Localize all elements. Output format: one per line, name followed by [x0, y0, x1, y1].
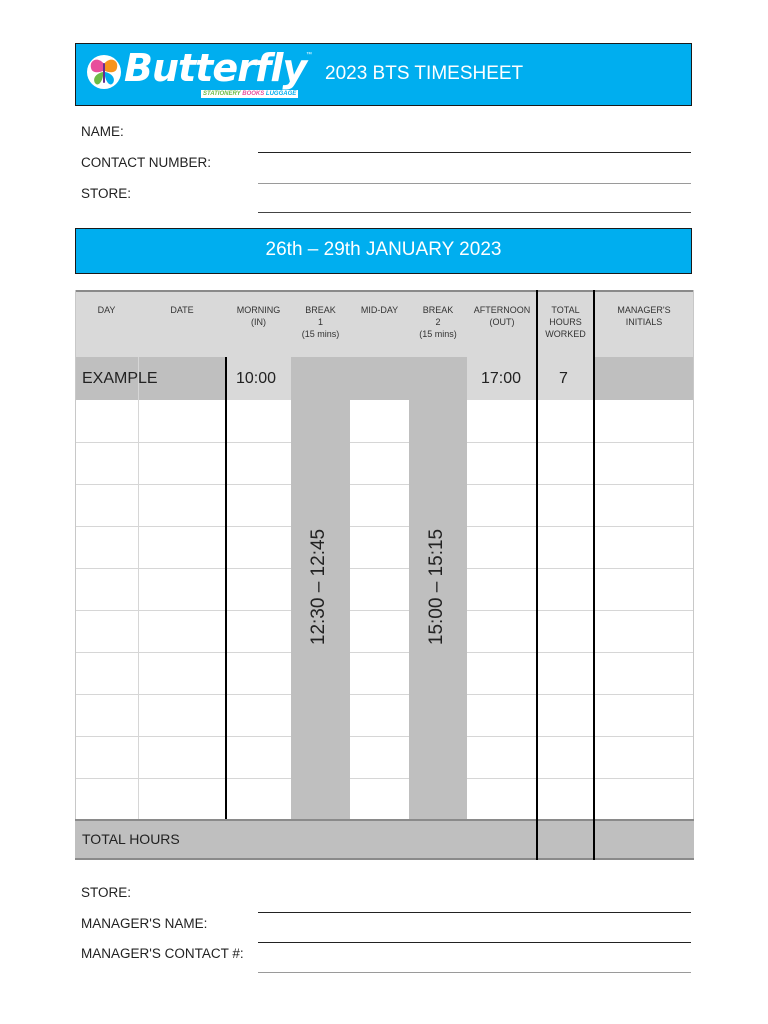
row-divider	[75, 778, 291, 779]
header-break-2	[409, 290, 467, 357]
brand-tagline	[201, 90, 298, 98]
header-day	[75, 290, 138, 357]
timesheet-table	[75, 290, 694, 860]
document-title: 2023 BTS TIMESHEET	[325, 63, 524, 84]
manager-name-input-line[interactable]	[258, 942, 691, 943]
row-divider	[467, 736, 694, 737]
row-divider	[75, 694, 291, 695]
row-divider	[350, 778, 409, 779]
header-date	[138, 290, 226, 357]
row-divider	[75, 442, 291, 443]
row-divider	[350, 736, 409, 737]
brand-logo	[86, 46, 314, 100]
row-divider	[467, 484, 694, 485]
total-column-right-border	[593, 290, 595, 860]
name-input-line[interactable]	[258, 152, 691, 153]
manager-name-label: MANAGER'S NAME:	[81, 916, 208, 931]
contact-number-label: CONTACT NUMBER:	[81, 155, 212, 170]
header-mid-day	[350, 290, 409, 357]
contact-number-input-line[interactable]	[258, 183, 691, 184]
example-mid-day-cell	[350, 357, 409, 400]
manager-contact-input-line[interactable]	[258, 972, 691, 973]
row-divider	[350, 526, 409, 527]
header-day-label: DAY	[97, 305, 116, 315]
tagline-stationery: STATIONERY	[203, 91, 241, 97]
row-divider	[75, 526, 291, 527]
header-total-hours-worked-label: TOTAL HOURS WORKED	[545, 305, 586, 339]
table-left-border	[75, 290, 76, 860]
butterfly-logo-icon	[86, 54, 122, 90]
row-divider	[467, 568, 694, 569]
name-label: NAME:	[81, 124, 124, 139]
row-divider	[75, 610, 291, 611]
store-label: STORE:	[81, 186, 132, 201]
example-morning-in: 10:00	[236, 370, 277, 387]
table-right-border	[693, 290, 694, 860]
row-divider	[467, 778, 694, 779]
row-divider	[75, 652, 291, 653]
total-column-left-border	[536, 290, 538, 860]
header-afternoon-out	[467, 290, 537, 357]
header-morning-in	[226, 290, 291, 357]
row-divider	[350, 652, 409, 653]
store-input-line[interactable]	[258, 212, 691, 213]
total-row-divider	[593, 819, 595, 860]
tagline-books: BOOKS	[242, 91, 265, 97]
header-managers-initials	[594, 290, 694, 357]
tagline-luggage: LUGGAGE	[265, 91, 297, 97]
total-hours-label: TOTAL HOURS	[82, 831, 180, 847]
manager-store-input-line[interactable]	[258, 912, 691, 913]
manager-store-label: STORE:	[81, 885, 132, 900]
header-afternoon-out-label: AFTERNOON (OUT)	[473, 305, 531, 327]
break-2-time: 15:00 – 15:15	[426, 528, 447, 646]
trademark-symbol: ™	[306, 52, 312, 58]
manager-contact-label: MANAGER'S CONTACT #:	[81, 946, 244, 961]
row-divider	[467, 694, 694, 695]
header-mid-day-label: MID-DAY	[360, 305, 399, 315]
header-break-1	[291, 290, 350, 357]
header-date-label: DATE	[170, 305, 194, 315]
example-total-hours: 7	[559, 370, 568, 387]
header-break-1-label: BREAK 1 (15 mins)	[301, 305, 340, 339]
row-divider	[467, 526, 694, 527]
morning-column-border	[225, 357, 227, 819]
header-break-2-label: BREAK 2 (15 mins)	[419, 305, 457, 339]
row-divider	[75, 568, 291, 569]
row-divider	[467, 442, 694, 443]
header-total-hours-worked	[537, 290, 594, 357]
row-divider	[350, 610, 409, 611]
brand-name: Butterfly	[124, 46, 307, 90]
row-divider	[467, 610, 694, 611]
header-morning-in-label: MORNING (IN)	[236, 305, 281, 327]
row-divider	[467, 652, 694, 653]
row-divider	[350, 694, 409, 695]
column-divider	[138, 357, 139, 819]
total-row-divider	[536, 819, 538, 860]
header-banner	[75, 43, 692, 106]
example-day: EXAMPLE	[82, 370, 158, 387]
example-afternoon-out: 17:00	[481, 370, 522, 387]
row-divider	[350, 568, 409, 569]
break-1-time: 12:30 – 12:45	[308, 528, 329, 646]
row-divider	[350, 442, 409, 443]
date-banner	[75, 228, 692, 274]
row-divider	[75, 484, 291, 485]
header-managers-initials-label: MANAGER'S INITIALS	[617, 305, 671, 327]
date-range: 26th – 29th JANUARY 2023	[265, 239, 502, 260]
row-divider	[75, 736, 291, 737]
row-divider	[350, 484, 409, 485]
